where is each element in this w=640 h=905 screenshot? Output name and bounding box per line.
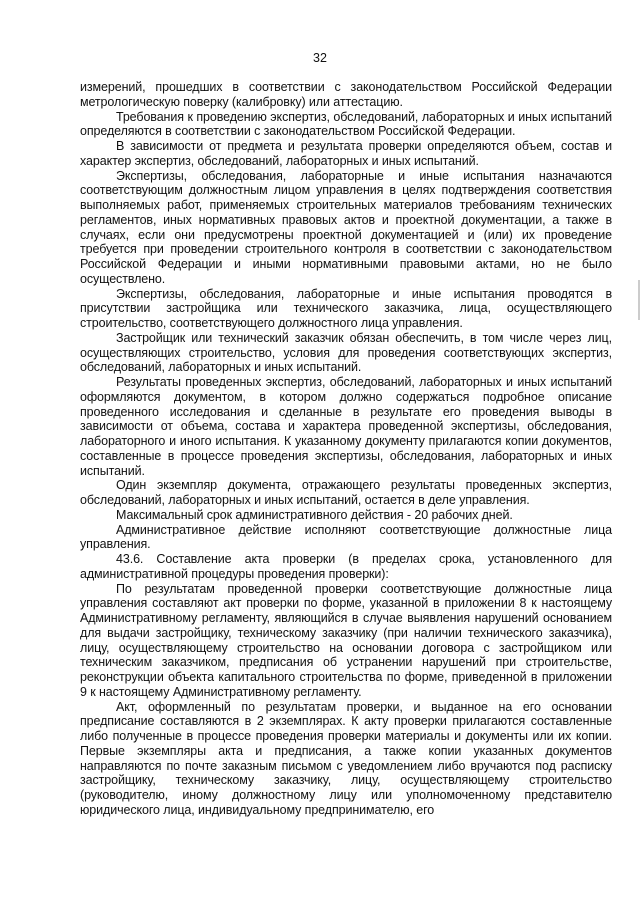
paragraph-8: Один экземпляр документа, отражающего результаты проведенных экспертиз, обследований, лабораторных и иных испытаний, остается в деле управления.: [80, 478, 612, 507]
paragraph-3: В зависимости от предмета и результата проверки определяются объем, состав и характер экспертиз, обследований, лабораторных и иных испытаний.: [80, 139, 612, 168]
paragraph-4: Экспертизы, обследования, лабораторные и иные испытания назначаются соответствующим должностным лицом управления в целях подтверждения соответствия выполняемых работ, применяемых строительных материалов требованиям технических регламентов, иных нормативных правовых актов и проектной документации, а также в случаях, если они предусмотрены проектной документацией и (или) их проведение требуется при проведении строительного контроля в соответствии с законодательством Российской Федерации и иными нормативными правовыми актами, но не было осуществлено.: [80, 168, 612, 286]
paragraph-2: Требования к проведению экспертиз, обследований, лабораторных и иных испытаний определяются в соответствии с законодательством Российской Федерации.: [80, 109, 612, 139]
paragraph-11: 43.6. Составление акта проверки (в пределах срока, установленного для административной процедуры проведения проверки):: [80, 552, 612, 581]
paragraph-12: По результатам проведенной проверки соответствующие должностные лица управления составляют акт проверки по форме, указанной в приложении 8 к настоящему Административному регламенту, являющийся в случае выявления нарушений основанием для выдачи застройщику, техническому заказчику (при наличии технического заказчика), лицу, осуществляющему строительство на основании договора с застройщиком или техническим заказчиком, предписания об устранении нарушений при строительстве, реконструкции объекта капитального строительства по форме, приведенной в приложении 9 к настоящему Административному регламенту.: [80, 581, 612, 699]
page-number: 32: [313, 51, 327, 65]
body-text: [80, 80, 612, 818]
paragraph-9: Максимальный срок административного действия - 20 рабочих дней.: [116, 507, 513, 522]
paragraph-5: Экспертизы, обследования, лабораторные и иные испытания проводятся в присутствии застройщика или технического заказчика, лица, осуществляющего строительство, соответствующего должностного лица управления.: [80, 286, 612, 330]
paragraph-13: Акт, оформленный по результатам проверки, и выданное на его основании предписание составляются в 2 экземплярах. К акту проверки прилагаются составленные либо полученные в процессе проведения проверки материалы и документы или их копии. Первые экземпляры акта и предписания, а также копии указанных документов направляются по почте заказным письмом с уведомлением либо вручаются под расписку застройщику, техническому заказчику, лицу, осуществляющему строительство (руководителю, иному должностному лицу или уполномоченному представителю юридического лица, индивидуальному предпринимателю, его: [80, 699, 612, 817]
paragraph-7: Результаты проведенных экспертиз, обследований, лабораторных и иных испытаний оформляются документом, в котором должно содержаться подробное описание проведенного исследования и сделанные в результате его проведения выводы в зависимости от объема, состава и характера проведенной экспертизы, обследования, лабораторного и иного испытания. К указанному документу прилагаются копии документов, составленные в процессе проведения экспертизы, обследования, лабораторных и иных испытаний.: [80, 375, 612, 478]
paragraph-1: измерений, прошедших в соответствии с законодательством Российской Федерации метрологическую поверку (калибровку) или аттестацию.: [80, 80, 612, 109]
paragraph-10: Административное действие исполняют соответствующие должностные лица управления.: [80, 522, 612, 552]
paragraph-6: Застройщик или технический заказчик обязан обеспечить, в том числе через лиц, осуществляющих строительство, условия для проведения соответствующих экспертиз, обследований, лабораторных и иных испытаний.: [80, 330, 612, 375]
